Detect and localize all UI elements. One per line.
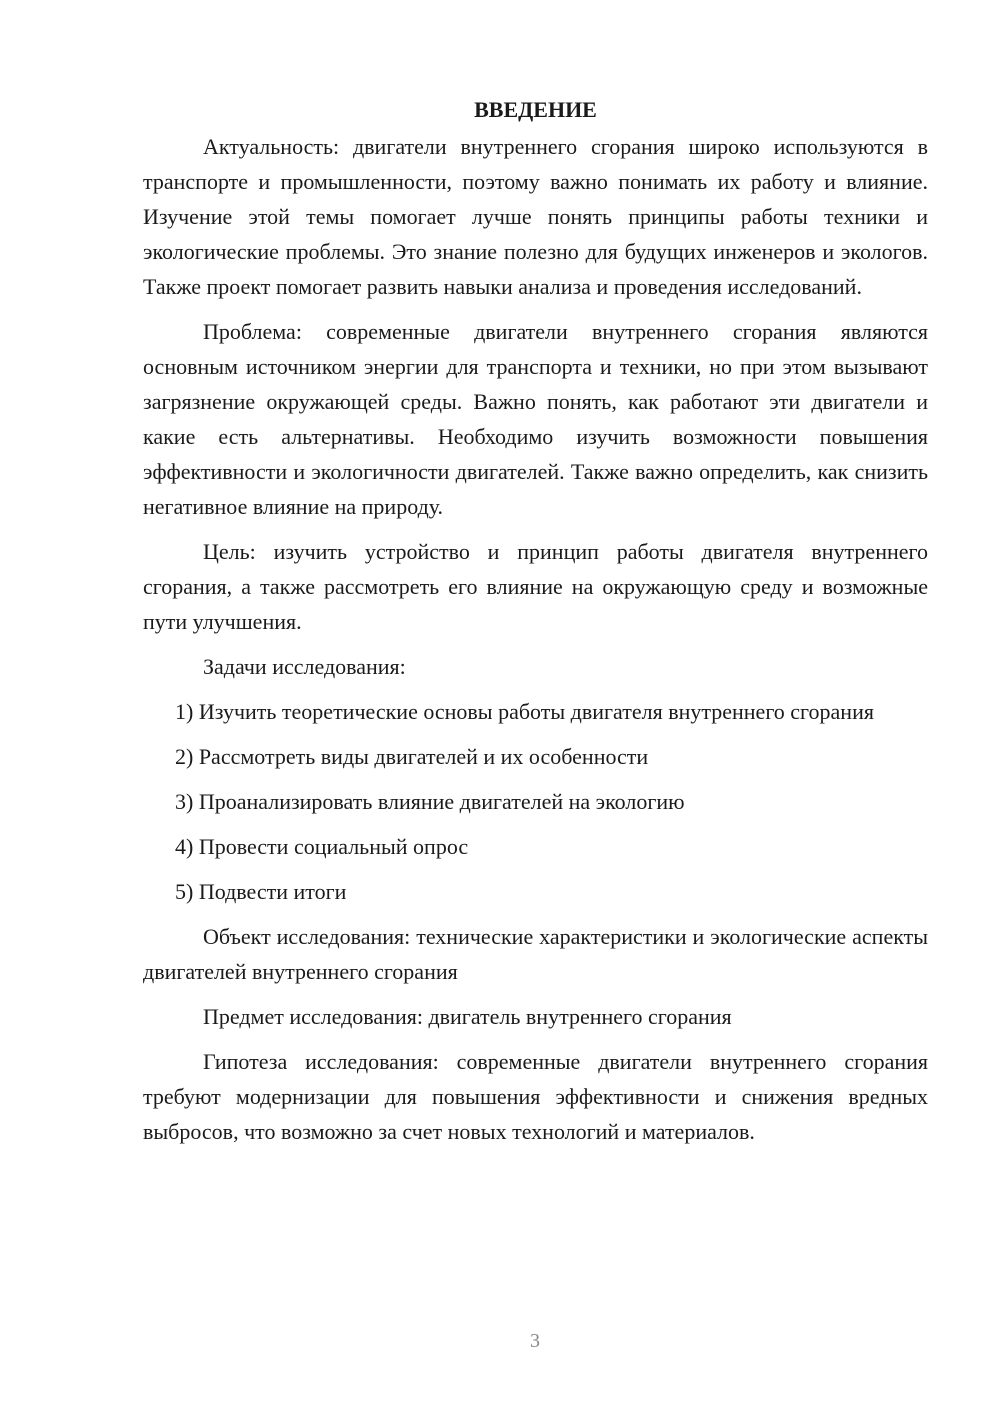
paragraph-goal: Цель: изучить устройство и принцип работы двигателя внутреннего сгорания, а также рассмотреть его влияние на окружающую среду и возможные пути улучшения. bbox=[143, 539, 928, 634]
list-item: 1) Изучить теоретические основы работы двигателя внутреннего сгорания bbox=[175, 699, 874, 724]
paragraph-hypothesis: Гипотеза исследования: современные двигатели внутреннего сгорания требуют модернизации для повышения эффективности и снижения вредных выбросов, что возможно за счет новых технологий и материалов. bbox=[143, 1049, 928, 1144]
list-item: 3) Проанализировать влияние двигателей на экологию bbox=[175, 789, 685, 814]
tasks-heading: Задачи исследования: bbox=[203, 654, 406, 679]
list-item: 2) Рассмотреть виды двигателей и их особенности bbox=[175, 744, 649, 769]
page-number: 3 bbox=[530, 1330, 540, 1352]
paragraph-object: Объект исследования: технические характеристики и экологические аспекты двигателей внутреннего сгорания bbox=[143, 924, 928, 984]
paragraph-relevance: Актуальность: двигатели внутреннего сгорания широко используются в транспорте и промышленности, поэтому важно понимать их работу и влияние. Изучение этой темы помогает лучше понять принципы работы техники и экологические проблемы. Это знание полезно для будущих инженеров и экологов. Также проект помогает развить навыки анализа и проведения исследований. bbox=[143, 134, 928, 299]
paragraph-subject: Предмет исследования: двигатель внутреннего сгорания bbox=[203, 1004, 732, 1029]
paragraph-problem: Проблема: современные двигатели внутреннего сгорания являются основным источником энергии для транспорта и техники, но при этом вызывают загрязнение окружающей среды. Важно понять, как работают эти двигатели и какие есть альтернативы. Необходимо изучить возможности повышения эффективности и экологичности двигателей. Также важно определить, как снизить негативное влияние на природу. bbox=[143, 319, 928, 519]
tasks-list bbox=[143, 694, 928, 909]
list-item: 4) Провести социальный опрос bbox=[175, 834, 469, 859]
section-title: ВВЕДЕНИЕ bbox=[474, 97, 597, 122]
list-item: 5) Подвести итоги bbox=[175, 879, 347, 904]
document-page bbox=[143, 92, 928, 1159]
